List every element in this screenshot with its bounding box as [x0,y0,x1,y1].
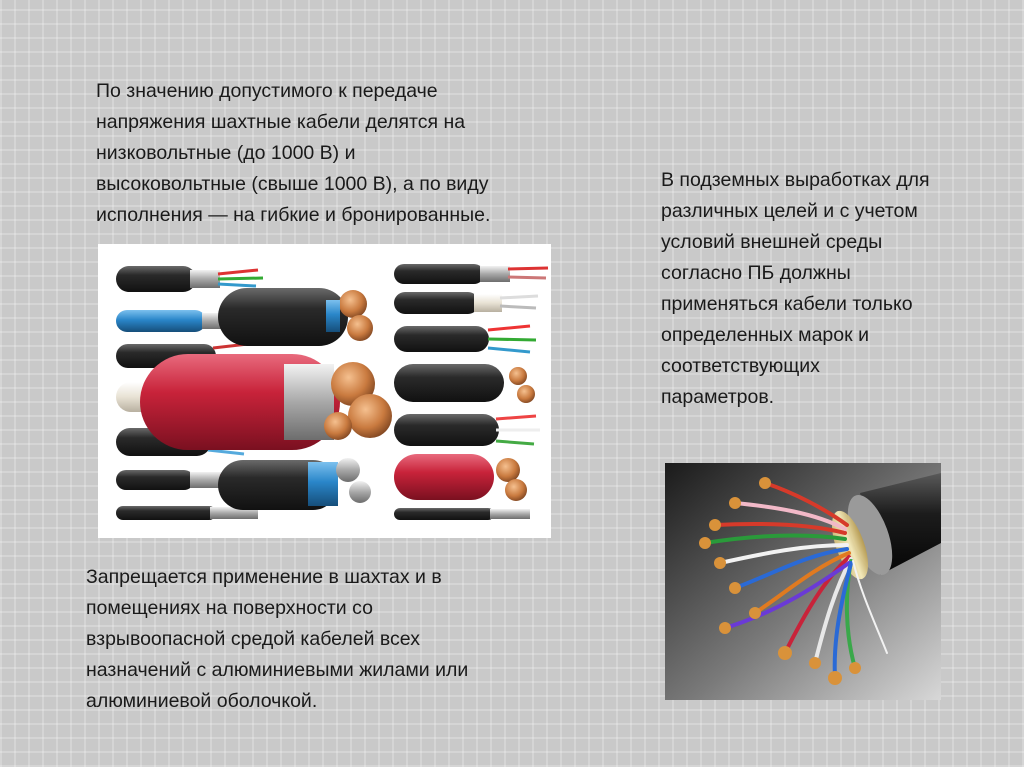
paragraph-voltage-classification [96,76,596,231]
text-line: применяться кабели только [661,293,913,315]
photo-multicore-cable [665,463,941,700]
photo-cable-assortment [98,244,551,538]
text-line: согласно ПБ должны [661,262,851,284]
text-line: соответствующих [661,355,820,377]
paragraph-underground-requirements [661,165,1001,413]
text-line: взрывоопасной средой кабелей всех [86,628,420,650]
text-line: помещениях на поверхности со [86,597,373,619]
text-line: параметров. [661,386,775,408]
text-line: исполнения — на гибкие и бронированные. [96,204,491,226]
text-line: высоковольтные (свыше 1000 В), а по виду [96,173,489,195]
text-line: По значению допустимого к передаче [96,80,438,102]
text-line: условий внешней среды [661,231,883,253]
text-line: Запрещается применение в шахтах и в [86,566,442,588]
paragraph-aluminium-prohibition [86,562,626,717]
text-line: назначений с алюминиевыми жилами или [86,659,469,681]
text-line: напряжения шахтные кабели делятся на [96,111,466,133]
text-line: низковольтные (до 1000 В) и [96,142,356,164]
text-line: определенных марок и [661,324,869,346]
text-line: различных целей и с учетом [661,200,918,222]
text-line: алюминиевой оболочкой. [86,690,318,712]
text-line: В подземных выработках для [661,169,930,191]
